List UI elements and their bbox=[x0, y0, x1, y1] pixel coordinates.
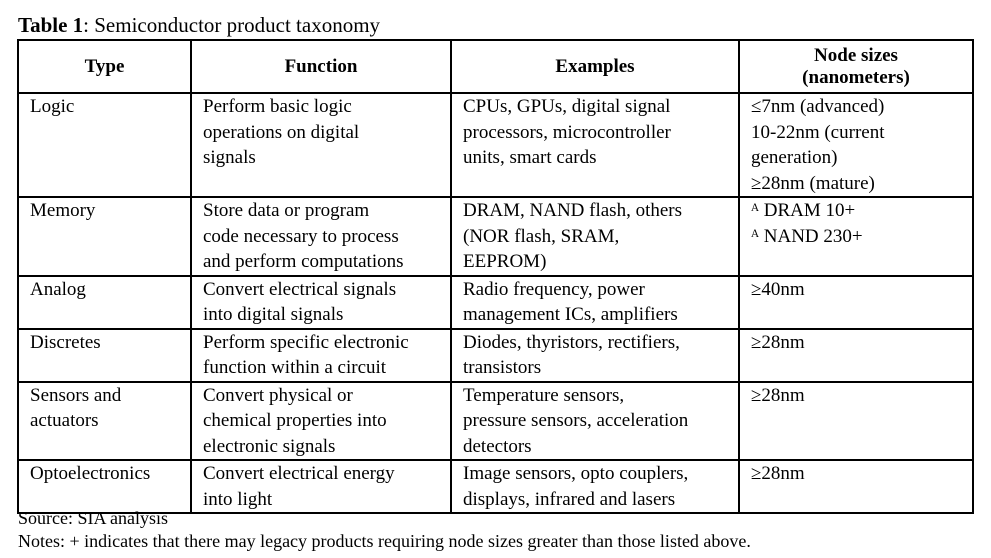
table-row bbox=[18, 93, 973, 197]
cell-type-line: actuators bbox=[30, 410, 99, 431]
cell-function-line: chemical properties into bbox=[203, 410, 387, 431]
cell-function-line: code necessary to process bbox=[203, 225, 399, 247]
table-header-row bbox=[18, 40, 973, 93]
cell-function bbox=[191, 93, 451, 197]
caption-title: : Semiconductor product taxonomy bbox=[83, 13, 381, 37]
cell-function-line: signals bbox=[203, 147, 256, 168]
cell-examples bbox=[451, 329, 739, 382]
cell-examples bbox=[451, 460, 739, 513]
table-row bbox=[18, 197, 973, 276]
cell-node-sizes-line: ᴬ DRAM 10+ bbox=[751, 200, 856, 221]
cell-examples-line: (NOR flash, SRAM, bbox=[463, 225, 620, 247]
cell-function bbox=[191, 329, 451, 382]
cell-node-sizes-line: ≥28nm bbox=[751, 384, 805, 406]
cell-function bbox=[191, 460, 451, 513]
cell-type-line: Optoelectronics bbox=[30, 463, 151, 484]
cell-node-sizes bbox=[739, 276, 973, 329]
taxonomy-table bbox=[17, 39, 974, 514]
cell-node-sizes-line: ≥28nm bbox=[751, 463, 805, 484]
table-row bbox=[18, 382, 973, 461]
cell-function-line: and perform computations bbox=[203, 251, 404, 272]
cell-examples-line: Radio frequency, power bbox=[463, 278, 645, 300]
cell-node-sizes-line: generation) bbox=[751, 147, 838, 168]
cell-examples-line: management ICs, amplifiers bbox=[463, 304, 678, 325]
cell-examples-line: transistors bbox=[463, 357, 542, 378]
cell-node-sizes-line: ≥28nm (mature) bbox=[751, 172, 875, 194]
cell-node-sizes-line: ≥40nm bbox=[751, 278, 805, 300]
cell-type-line: Sensors and bbox=[30, 384, 122, 406]
cell-node-sizes-line: ≤7nm (advanced) bbox=[751, 96, 885, 117]
cell-function-line: Perform basic logic bbox=[203, 96, 352, 117]
cell-examples-line: Temperature sensors, bbox=[463, 384, 625, 406]
cell-function bbox=[191, 276, 451, 329]
table-row bbox=[18, 460, 973, 513]
cell-examples bbox=[451, 276, 739, 329]
cell-node-sizes-line: 10-22nm (current bbox=[751, 121, 885, 143]
header-node-sizes bbox=[739, 40, 973, 93]
header-examples: Examples bbox=[451, 40, 739, 93]
cell-type bbox=[18, 93, 191, 197]
cell-node-sizes bbox=[739, 382, 973, 461]
cell-examples bbox=[451, 382, 739, 461]
cell-node-sizes-line: ≥28nm bbox=[751, 331, 805, 353]
cell-function-line: operations on digital bbox=[203, 121, 360, 143]
cell-examples-line: displays, infrared and lasers bbox=[463, 488, 676, 510]
cell-function-line: Store data or program bbox=[203, 200, 370, 221]
header-node-sizes-line1: Node sizes bbox=[814, 45, 898, 66]
cell-examples-line: Image sensors, opto couplers, bbox=[463, 463, 689, 484]
cell-function-line: into light bbox=[203, 488, 273, 510]
header-node-sizes-line2: (nanometers) bbox=[802, 67, 910, 88]
cell-type bbox=[18, 197, 191, 276]
cell-node-sizes-line: ᴬ NAND 230+ bbox=[751, 225, 863, 247]
cell-node-sizes bbox=[739, 329, 973, 382]
cell-function-line: Convert physical or bbox=[203, 384, 353, 406]
cell-examples-line: CPUs, GPUs, digital signal bbox=[463, 96, 671, 117]
cell-node-sizes bbox=[739, 197, 973, 276]
cell-function-line: Perform specific electronic bbox=[203, 331, 409, 353]
cell-examples-line: EEPROM) bbox=[463, 251, 547, 272]
cell-type-line: Analog bbox=[30, 278, 86, 300]
cell-function bbox=[191, 382, 451, 461]
cell-node-sizes bbox=[739, 93, 973, 197]
cell-examples-line: Diodes, thyristors, rectifiers, bbox=[463, 331, 680, 353]
cell-type bbox=[18, 460, 191, 513]
caption-label: Table 1 bbox=[18, 13, 84, 37]
cell-type-line: Logic bbox=[30, 96, 75, 117]
cell-function-line: function within a circuit bbox=[203, 357, 387, 378]
cell-examples-line: units, smart cards bbox=[463, 147, 597, 168]
cell-function-line: Convert electrical energy bbox=[203, 463, 395, 484]
notes-text: Notes: + indicates that there may legacy products requiring node sizes greater than those listed above. bbox=[18, 531, 751, 551]
source-note: Source: SIA analysis bbox=[18, 508, 168, 528]
table-row bbox=[18, 329, 973, 382]
cell-examples bbox=[451, 197, 739, 276]
cell-function-line: into digital signals bbox=[203, 304, 344, 325]
table-caption bbox=[18, 12, 380, 38]
cell-examples bbox=[451, 93, 739, 197]
cell-node-sizes bbox=[739, 460, 973, 513]
cell-function-line: electronic signals bbox=[203, 435, 336, 457]
header-type: Type bbox=[18, 40, 191, 93]
cell-examples-line: processors, microcontroller bbox=[463, 121, 671, 143]
table-row bbox=[18, 276, 973, 329]
cell-examples-line: detectors bbox=[463, 435, 532, 457]
cell-function bbox=[191, 197, 451, 276]
cell-function-line: Convert electrical signals bbox=[203, 278, 397, 300]
cell-type-line: Discretes bbox=[30, 331, 101, 353]
cell-type-line: Memory bbox=[30, 200, 96, 221]
cell-examples-line: DRAM, NAND flash, others bbox=[463, 200, 683, 221]
cell-examples-line: pressure sensors, acceleration bbox=[463, 410, 689, 431]
cell-type bbox=[18, 382, 191, 461]
cell-type bbox=[18, 276, 191, 329]
header-function: Function bbox=[191, 40, 451, 93]
cell-type bbox=[18, 329, 191, 382]
